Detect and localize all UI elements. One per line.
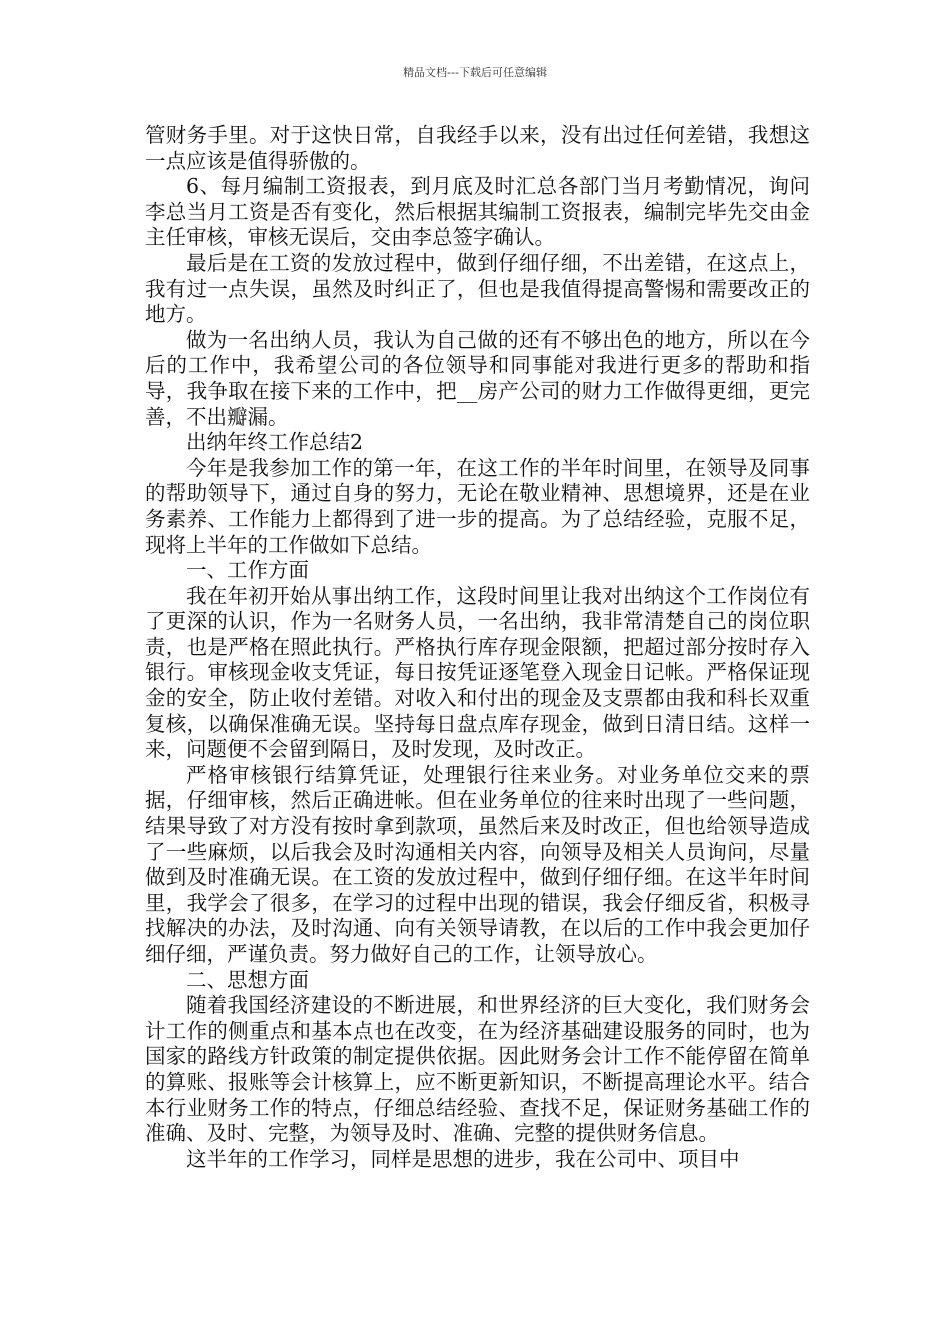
- section-heading: 二、思想方面: [186, 967, 309, 992]
- paragraph: 我在年初开始从事出纳工作，这段时间里让我对出纳这个工作岗位有了更深的认识，作为一名财务人员，一名出纳，我非常清楚自己的岗位职责，也是严格在照此执行。严格执行库存现金限额，把超过部分按时存入银行。审核现金收支凭证，每日按凭证逐笔登入现金日记帐。严格保证现金的安全，防止收付差错。对收入和付出的现金及支票都由我和科长双重复核，以确保准确无误。坚持每日盘点库存现金，做到日清日结。这样一来，问题便不会留到隔日，及时发现，及时改正。: [145, 583, 810, 762]
- document-body: [145, 123, 810, 1172]
- paragraph: 做为一名出纳人员，我认为自己做的还有不够出色的地方，所以在今后的工作中，我希望公司的各位领导和同事能对我进行更多的帮助和指导，我争取在接下来的工作中，把__房产公司的财力工作做得更细，更完善，不出瓣漏。: [145, 327, 810, 429]
- paragraph: 最后是在工资的发放过程中，做到仔细仔细，不出差错，在这点上，我有过一点失误，虽然及时纠正了，但也是我值得提高警惕和需要改正的地方。: [145, 250, 810, 327]
- paragraph: 随着我国经济建设的不断进展，和世界经济的巨大变化，我们财务会计工作的侧重点和基本点也在改变，在为经济基础建设服务的同时，也为国家的路线方针政策的制定提供依据。因此财务会计工作不能停留在简单的算账、报账等会计核算上，应不断更新知识，不断提高理论水平。结合本行业财务工作的特点，仔细总结经验、查找不足，保证财务基础工作的准确、及时、完整，为领导及时、准确、完整的提供财务信息。: [145, 993, 810, 1146]
- page-header: 精品文档---下载后可任意编辑: [403, 66, 547, 79]
- paragraph: 管财务手里。对于这快日常，自我经手以来，没有出过任何差错，我想这一点应该是值得骄傲的。: [145, 123, 810, 173]
- paragraph: 严格审核银行结算凭证，处理银行往来业务。对业务单位交来的票据，仔细审核，然后正确进帐。但在业务单位的往来时出现了一些问题，结果导致了对方没有按时拿到款项，虽然后来及时改正，但也给领导造成了一些麻烦，以后我会及时沟通相关内容，向领导及相关人员询问，尽量做到及时准确无误。在工资的发放过程中，做到仔细仔细。在这半年时间里，我学会了很多，在学习的过程中出现的错误，我会仔细反省，积极寻找解决的办法，及时沟通、向有关领导请教，在以后的工作中我会更加仔细仔细，严谨负责。努力做好自己的工作，让领导放心。: [145, 762, 810, 966]
- section-heading: 一、工作方面: [186, 558, 309, 583]
- paragraph: 6、每月编制工资报表，到月底及时汇总各部门当月考勤情况，询问李总当月工资是否有变化，然后根据其编制工资报表，编制完毕先交由金主任审核，审核无误后，交由李总签字确认。: [145, 174, 810, 250]
- paragraph: 这半年的工作学习，同样是思想的进步，我在公司中、项目中: [186, 1146, 740, 1171]
- paragraph: 今年是我参加工作的第一年，在这工作的半年时间里，在领导及同事的帮助领导下，通过自身的努力，无论在敬业精神、思想境界，还是在业务素养、工作能力上都得到了进一步的提高。为了总结经验，克服不足，现将上半年的工作做如下总结。: [145, 455, 810, 557]
- section-title: 出纳年终工作总结2: [186, 430, 364, 455]
